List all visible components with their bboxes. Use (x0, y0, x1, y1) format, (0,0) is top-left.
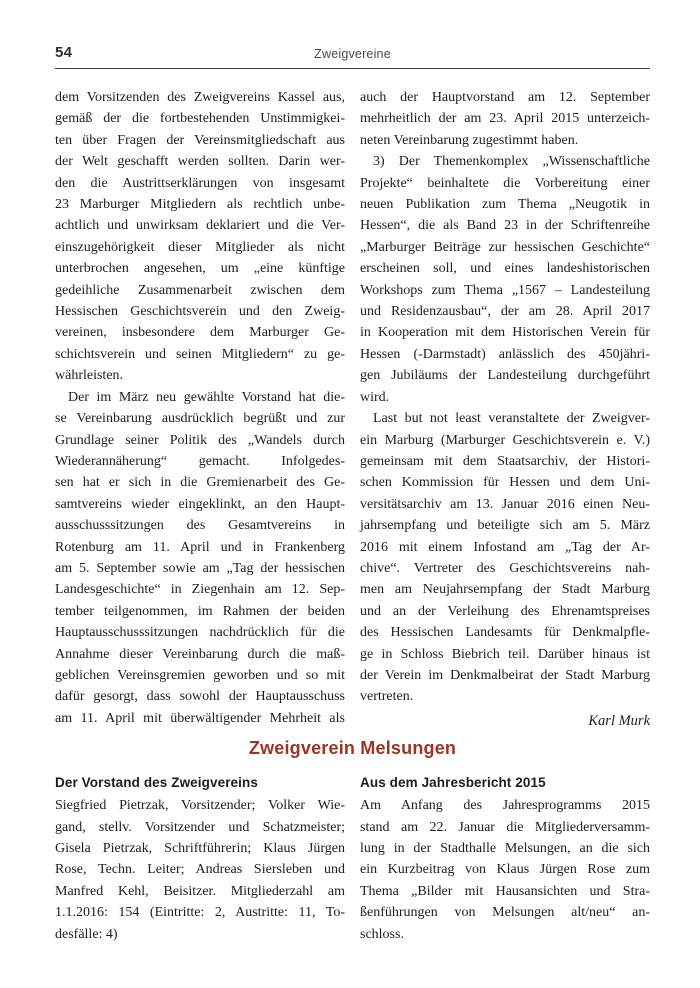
paragraph (55, 387, 345, 730)
page-number: 54 (55, 44, 73, 61)
text-line: erscheinen soll, und eines landeshistorischen (360, 261, 650, 277)
text-line: jahrsempfang und beteiligte sich am 5. März (360, 518, 650, 534)
text-line: 23 Marburger Mitgliedern als rechtlich unbe- (55, 197, 345, 213)
text-line: Thema „Bilder mit Hausansichten und Stra- (360, 883, 650, 899)
subhead-jahresbericht: Aus dem Jahresbericht 2015 (360, 775, 546, 791)
text-line: und Residenzausbau“, der am 28. April 2017 (360, 304, 650, 320)
text-line: der Verein im Denkmalbeirat der Stadt Marburg (360, 667, 650, 683)
text-line: 3) Der Themenkomplex „Wissenschaftliche (373, 154, 650, 170)
text-line: lung in der Stadthalle Melsungen, an die sich (360, 841, 650, 856)
right-column-paragraphs (360, 87, 650, 708)
text-line: ten über Fragen der Vereinsmitgliedschaft aus (55, 132, 345, 148)
text-line: der Welt geschafft werden sollten. Darin wer- (55, 154, 345, 170)
text-line: ßenführungen von Melsungen alt/neu“ an- (360, 905, 650, 921)
paragraph (55, 87, 345, 387)
section-right-paragraphs (360, 795, 650, 945)
text-line: Projekte“ beinhaltete die Vorbereitung einer (360, 175, 650, 191)
text-line: schen Kommission für Hessen und dem Uni- (360, 475, 650, 491)
author-signature: Karl Murk (588, 712, 650, 729)
text-line: ausschusssitzungen des Gesamtvereins in (55, 518, 345, 534)
text-line: am 5. September sowie am „Tag der hessischen (55, 560, 345, 576)
text-line: men am Neujahrsempfang der Stadt Marburg (360, 582, 650, 598)
header-rule (55, 68, 650, 69)
text-line: ein Marburg (Marburger Geschichtsverein e. V.) (360, 432, 650, 448)
text-line: sen hat er sich in die Gremienarbeit des Ge- (55, 475, 345, 491)
text-line: Gisela Pietrzak, Schriftführerin; Klaus Jürgen (55, 841, 345, 856)
text-line: Wiederannäherung“ gemacht. Infolgedes- (55, 453, 345, 469)
text-line: ge in Schloss Biebrich teil. Darüber hinaus ist (360, 646, 650, 662)
text-line: geblichen Vereinsgremien geworben und so mit (55, 667, 345, 683)
text-line: Siegfried Pietrzak, Vorsitzender; Volker Wie- (55, 798, 345, 814)
text-line: schloss. (360, 926, 404, 942)
text-line: in Kooperation mit dem Historischen Verein für (360, 325, 650, 341)
text-line: desfälle: 4) (55, 926, 118, 942)
text-line: wird. (360, 389, 390, 405)
text-line: se Vereinbarung ausdrücklich begrüßt und zur (55, 411, 345, 427)
text-line: Hessen (-Darmstadt) anlässlich des 450jähri- (360, 346, 650, 362)
text-line: „Marburger Beiträge zur hessischen Geschichte“ (360, 239, 650, 255)
text-line: stand am 22. Januar die Mitgliederversamm- (360, 819, 650, 835)
text-line: vereinen, insbesondere dem Marburger Ge- (55, 325, 345, 341)
paragraph (360, 795, 650, 945)
text-line: am 11. April mit überwältigender Mehrheit als (55, 710, 345, 726)
text-line: gen Jubiläums der Landesteilung durchgeführt (360, 368, 650, 384)
page-header (55, 44, 650, 64)
right-column (360, 87, 650, 732)
section-right-column (360, 773, 650, 945)
text-line: Manfred Kehl, Beisitzer. Mitgliederzahl am (55, 883, 345, 899)
text-line: schichtsverein und seinen Mitgliedern“ zu ge- (55, 346, 345, 362)
text-line: dafür gesorgt, dass sowohl der Hauptausschuss (55, 689, 345, 705)
text-line: neuen Publikation zum Thema „Neugotik in (360, 197, 650, 213)
text-line: währleisten. (55, 368, 124, 384)
running-title: Zweigvereine (314, 47, 391, 61)
text-line: tember teilgenommen, im Rahmen der beiden (55, 603, 345, 619)
text-line: 1.1.2016: 154 (Eintritte: 2, Austritte: 11, To- (55, 905, 345, 921)
text-line: dem Vorsitzenden des Zweigvereins Kassel aus, (55, 90, 345, 105)
text-line: Hauptausschusssitzungen nachdrücklich für die (55, 625, 345, 641)
left-column (55, 87, 345, 732)
text-line: des Hessischen Landesamts für Denkmalpfle- (360, 625, 650, 641)
text-line: Der im März neu gewählte Vorstand hat die- (68, 389, 345, 405)
section-left-paragraphs (55, 795, 345, 945)
text-line: ein Kurzbeitrag von Klaus Jürgen Rose zum (360, 862, 650, 878)
text-line: Last but not least veranstaltete der Zweigver- (373, 411, 650, 427)
text-line: Grundlage seiner Politik des „Wandels durch (55, 432, 345, 448)
text-line: Hessen“, die als Band 23 in der Schriftenreihe (360, 218, 650, 234)
paragraph (360, 151, 650, 408)
text-line: gand, stellv. Vorsitzender und Schatzmeister; (55, 819, 345, 835)
text-line: mehrheitlich der am 23. April 2015 unterzeich- (360, 111, 650, 127)
section-columns (55, 773, 650, 945)
text-line: einszugehörigkeit dieser Mitglieder als nicht (55, 239, 345, 255)
article-columns (55, 87, 650, 732)
text-line: unterbrochen angesehen, um „eine künftige (55, 261, 345, 277)
text-line: versitätsarchiv am 13. Januar 2016 einen Neu- (360, 496, 650, 512)
text-line: vertreten. (360, 689, 414, 705)
text-line: auch der Hauptvorstand am 12. September (360, 90, 650, 105)
text-line: 2016 mit einem Infostand am „Tag der Ar- (360, 539, 650, 555)
section-heading: Zweigverein Melsungen (248, 738, 457, 759)
text-line: gemäß der die fortbestehenden Unstimmigkei- (55, 111, 345, 127)
text-line: Annahme dieser Vereinbarung durch die maß- (55, 646, 345, 662)
text-line: neten Vereinbarung zugestimmt haben. (360, 132, 579, 148)
paragraph (360, 87, 650, 151)
text-line: Rose, Techn. Leiter; Andreas Siersleben und (55, 862, 345, 878)
text-line: achtlich und unwirksam deklariert und die Ver- (55, 218, 345, 234)
text-line: und an der Verleihung des Ehrenamtspreises (360, 603, 650, 619)
text-line: Workshops zum Thema „1567 – Landesteilung (360, 282, 650, 298)
text-line: Landesgeschichte“ in Ziegenhain am 12. Sep- (55, 582, 345, 598)
section-left-column (55, 773, 345, 945)
paragraph (360, 408, 650, 708)
text-line: den die Austrittserklärungen von insgesamt (55, 175, 345, 191)
text-line: samtvereins wieder eingeklinkt, an den Haupt- (55, 496, 345, 512)
subhead-vorstand: Der Vorstand des Zweigvereins (55, 775, 258, 791)
text-line: chive“. Vertreter des Geschichtsvereins nah- (360, 560, 650, 576)
paragraph (55, 795, 345, 945)
text-line: Am Anfang des Jahresprogramms 2015 (360, 798, 650, 814)
text-line: gemeinsam mit dem Staatsarchiv, der Histori- (360, 453, 650, 469)
text-line: Hessischen Geschichtsverein und den Zweig- (55, 304, 345, 320)
text-line: Rotenburg am 11. April und in Frankenberg (55, 539, 345, 555)
text-line: gedeihliche Zusammenarbeit zwischen dem (55, 282, 345, 298)
